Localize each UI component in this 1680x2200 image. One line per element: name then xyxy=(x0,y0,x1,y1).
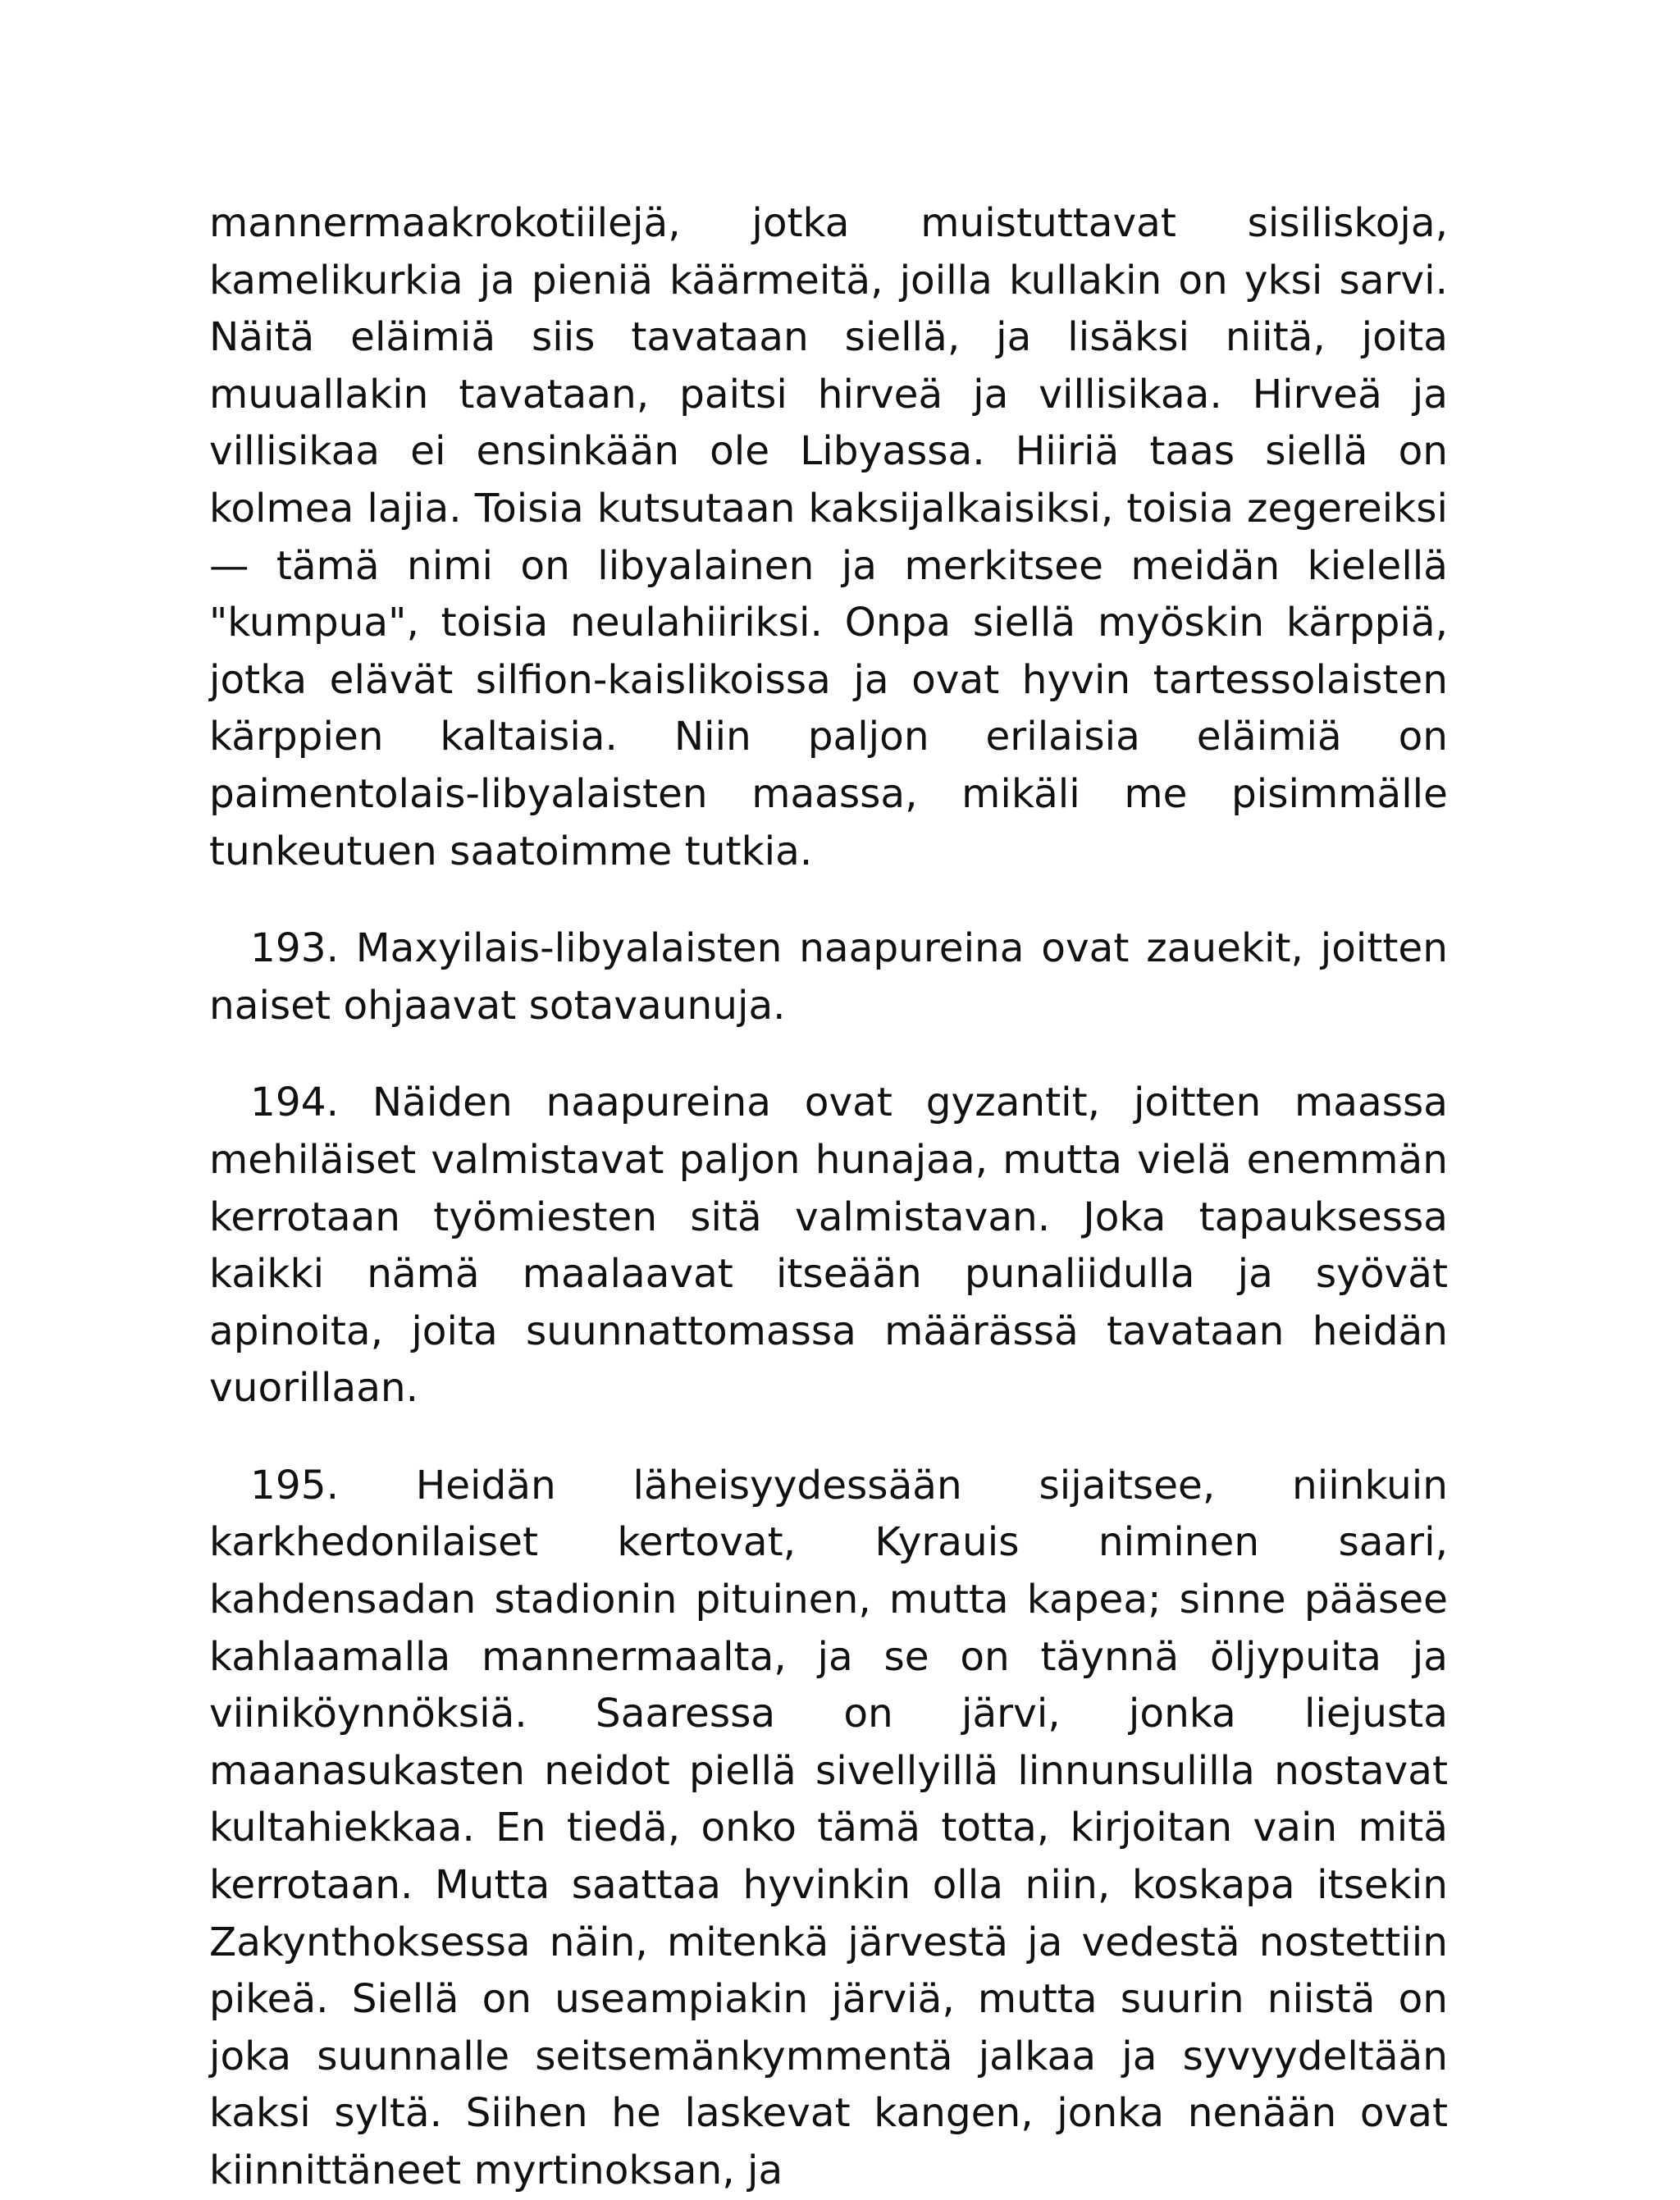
paragraph-193: 193. Maxyilais-libyalaisten naapureina ovat zauekit, joitten naiset ohjaavat sotavaunuja. xyxy=(209,925,1448,1029)
paragraph-194: 194. Näiden naapureina ovat gyzantit, joitten maassa mehiläiset valmistavat paljon hunajaa, mutta vielä enemmän kerrotaan työmiesten sitä valmistavan. Joka tapauksessa kaikki nämä maalaavat itseään punaliidulla ja syövät apinoita, joita suunnattomassa määrässä tavataan heidän vuorillaan. xyxy=(209,1079,1448,1412)
paragraph-195: 195. Heidän läheisyydessään sijaitsee, niinkuin karkhedonilaiset kertovat, Kyrauis niminen saari, kahdensadan stadionin pituinen, mutta kapea; sinne pääsee kahlaamalla mannermaalta, ja se on täynnä öljypuita ja viiniköynnöksiä. Saaressa on järvi, jonka liejusta maanasukasten neidot piellä sivellyillä linnunsulilla nostavat kultahiekkaa. En tiedä, onko tämä totta, kirjoitan vain mitä kerrotaan. Mutta saattaa hyvinkin olla niin, koskapa itsekin Zakynthoksessa näin, mitenkä järvestä ja vedestä nostettiin pikeä. Siellä on useampiakin järviä, mutta suurin niistä on joka suunnalle seitsemänkymmentä jalkaa ja syvyydeltään kaksi syltä. Siihen he laskevat kangen, jonka nenään ovat kiinnittäneet myrtinoksan, ja xyxy=(209,1462,1448,2193)
paragraph-continuation: mannermaakrokotiilejä, jotka muistuttavat sisiliskoja, kamelikurkia ja pieniä käärmeitä, joilla kullakin on yksi sarvi. Näitä eläimiä siis tavataan siellä, ja lisäksi niitä, joita muuallakin tavataan, paitsi hirveä ja villisikaa. Hirveä ja villisikaa ei ensinkään ole Libyassa. Hiiriä taas siellä on kolmea lajia. Toisia kutsutaan kaksijalkaisiksi, toisia zegereiksi — tämä nimi on libyalainen ja merkitsee meidän kielellä "kumpua", toisia neulahiiriksi. Onpa siellä myöskin kärppiä, jotka elävät silfion-kaislikoissa ja ovat hyvin tartessolaisten kärppien kaltaisia. Niin paljon erilaisia eläimiä on paimentolais-libyalaisten maassa, mikäli me pisimmälle tunkeutuen saatoimme tutkia. xyxy=(209,200,1448,874)
document-page xyxy=(209,195,1448,2200)
